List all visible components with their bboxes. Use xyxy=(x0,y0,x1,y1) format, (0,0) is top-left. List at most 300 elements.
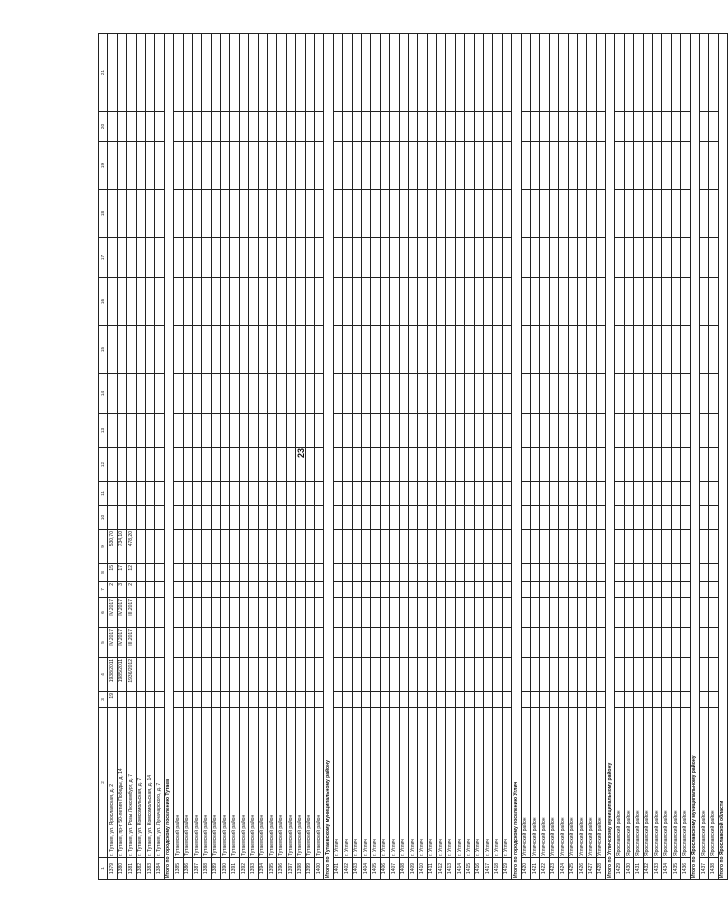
row-number-cell: 1388 xyxy=(202,858,211,880)
value-cell xyxy=(305,506,314,530)
value-cell xyxy=(474,238,483,278)
table-row xyxy=(455,34,464,880)
value-cell xyxy=(624,238,633,278)
value-cell xyxy=(296,582,305,598)
column-number-20: 20 xyxy=(99,112,108,142)
value-cell xyxy=(653,658,662,692)
value-cell xyxy=(202,598,211,628)
value-cell xyxy=(568,448,577,482)
value-cell xyxy=(239,692,248,708)
value-cell xyxy=(230,374,239,414)
row-number-cell: 1408 xyxy=(399,858,408,880)
value-cell xyxy=(643,692,652,708)
value-cell xyxy=(343,190,352,238)
value-cell xyxy=(117,112,126,142)
value-cell xyxy=(399,112,408,142)
value-cell xyxy=(174,278,183,326)
value-cell xyxy=(352,112,361,142)
value-cell xyxy=(521,582,530,598)
value-cell xyxy=(493,482,502,506)
value-cell xyxy=(634,582,643,598)
value-cell xyxy=(296,112,305,142)
value-cell xyxy=(408,506,417,530)
value-cell xyxy=(493,582,502,598)
value-cell xyxy=(108,482,117,506)
value-cell xyxy=(653,238,662,278)
row-number-cell: 1402 xyxy=(343,858,352,880)
value-cell xyxy=(549,482,558,506)
value-cell xyxy=(286,238,295,278)
value-cell xyxy=(568,658,577,692)
column-number-4: 4 xyxy=(99,658,108,692)
value-cell xyxy=(117,278,126,326)
value-cell xyxy=(484,238,493,278)
row-number-cell: 1379 xyxy=(108,858,117,880)
value-cell xyxy=(183,482,192,506)
value-cell xyxy=(700,658,709,692)
value-cell xyxy=(540,326,549,374)
value-cell xyxy=(343,34,352,112)
value-cell xyxy=(192,374,201,414)
value-cell xyxy=(502,278,511,326)
value-cell xyxy=(559,326,568,374)
value-cell xyxy=(399,564,408,582)
value-cell xyxy=(268,598,277,628)
value-cell xyxy=(258,112,267,142)
value-cell xyxy=(202,506,211,530)
address-cell: Ярославский район xyxy=(671,708,680,858)
value-cell xyxy=(540,582,549,598)
value-cell xyxy=(577,190,586,238)
value-cell xyxy=(634,112,643,142)
value-cell xyxy=(296,142,305,190)
value-cell xyxy=(634,142,643,190)
table-row xyxy=(314,34,323,880)
value-cell xyxy=(333,34,342,112)
row-number-cell: 1381 xyxy=(127,858,136,880)
address-cell: г. Углич xyxy=(437,708,446,858)
value-cell xyxy=(333,326,342,374)
value-cell xyxy=(540,414,549,448)
value-cell xyxy=(709,628,718,658)
value-cell xyxy=(239,628,248,658)
value-cell xyxy=(258,142,267,190)
value-cell xyxy=(465,582,474,598)
value-cell xyxy=(286,530,295,564)
value-cell: 17 xyxy=(117,564,126,582)
value-cell xyxy=(709,564,718,582)
value-cell xyxy=(474,278,483,326)
address-cell: Угличский район xyxy=(559,708,568,858)
row-number-cell: 1391 xyxy=(230,858,239,880)
value-cell xyxy=(361,112,370,142)
value-cell xyxy=(559,658,568,692)
value-cell xyxy=(239,564,248,582)
value-cell xyxy=(314,448,323,482)
value-cell xyxy=(286,142,295,190)
value-cell xyxy=(390,506,399,530)
value-cell xyxy=(211,448,220,482)
value-cell xyxy=(549,142,558,190)
value-cell xyxy=(596,582,605,598)
value-cell xyxy=(437,482,446,506)
value-cell xyxy=(380,112,389,142)
value-cell xyxy=(493,692,502,708)
value-cell xyxy=(662,564,671,582)
value-cell xyxy=(174,142,183,190)
value-cell xyxy=(192,530,201,564)
value-cell xyxy=(268,582,277,598)
value-cell xyxy=(286,112,295,142)
row-number-cell: 1400 xyxy=(314,858,323,880)
value-cell xyxy=(136,506,145,530)
value-cell xyxy=(681,582,690,598)
value-cell xyxy=(249,530,258,564)
value-cell xyxy=(502,326,511,374)
value-cell: 2 xyxy=(108,582,117,598)
value-cell xyxy=(155,326,164,374)
value-cell xyxy=(277,278,286,326)
value-cell xyxy=(418,692,427,708)
value-cell xyxy=(549,692,558,708)
value-cell xyxy=(427,582,436,598)
value-cell xyxy=(277,658,286,692)
value-cell xyxy=(314,190,323,238)
value-cell xyxy=(700,142,709,190)
page-number: 23 xyxy=(296,447,307,459)
value-cell xyxy=(700,506,709,530)
row-number-cell: 1436 xyxy=(681,858,690,880)
row-number-cell: 1407 xyxy=(390,858,399,880)
value-cell xyxy=(530,374,539,414)
value-cell xyxy=(559,238,568,278)
value-cell xyxy=(230,278,239,326)
value-cell xyxy=(643,564,652,582)
address-cell: г. Тутаев, ул. Ярославская, д. 2 xyxy=(108,708,117,858)
value-cell xyxy=(540,598,549,628)
value-cell xyxy=(258,692,267,708)
address-cell: г. Тутаев, ул. Луначарского, д. 7 xyxy=(155,708,164,858)
value-cell xyxy=(230,326,239,374)
value-cell xyxy=(145,658,154,692)
value-cell xyxy=(333,530,342,564)
value-cell xyxy=(484,692,493,708)
value-cell xyxy=(474,564,483,582)
row-number-cell: 1433 xyxy=(653,858,662,880)
value-cell xyxy=(549,658,558,692)
value-cell xyxy=(624,278,633,326)
value-cell xyxy=(484,582,493,598)
value-cell xyxy=(221,448,230,482)
value-cell xyxy=(343,530,352,564)
value-cell xyxy=(634,564,643,582)
value-cell xyxy=(136,598,145,628)
value-cell xyxy=(455,530,464,564)
value-cell xyxy=(437,598,446,628)
address-cell: г. Тутаев, ул. Розы Люксембург, д. 7 xyxy=(127,708,136,858)
value-cell xyxy=(615,448,624,482)
value-cell xyxy=(700,564,709,582)
value-cell: 15 xyxy=(108,564,117,582)
value-cell xyxy=(390,692,399,708)
value-cell xyxy=(343,692,352,708)
value-cell xyxy=(709,692,718,708)
value-cell xyxy=(408,564,417,582)
value-cell xyxy=(446,628,455,658)
value-cell xyxy=(408,142,417,190)
value-cell xyxy=(239,658,248,692)
value-cell xyxy=(192,326,201,374)
value-cell xyxy=(502,692,511,708)
value-cell xyxy=(700,278,709,326)
row-number-cell: 1399 xyxy=(305,858,314,880)
value-cell: 734,10 xyxy=(117,530,126,564)
value-cell xyxy=(577,530,586,564)
value-cell xyxy=(549,598,558,628)
value-cell xyxy=(408,414,417,448)
value-cell xyxy=(484,190,493,238)
value-cell xyxy=(380,582,389,598)
table-row xyxy=(192,34,201,880)
value-cell xyxy=(221,564,230,582)
value-cell xyxy=(484,658,493,692)
address-cell: Тутаевский район xyxy=(296,708,305,858)
value-cell xyxy=(352,564,361,582)
value-cell xyxy=(624,564,633,582)
value-cell xyxy=(155,598,164,628)
value-cell xyxy=(361,374,370,414)
value-cell xyxy=(446,374,455,414)
value-cell xyxy=(502,238,511,278)
value-cell xyxy=(521,414,530,448)
value-cell xyxy=(484,448,493,482)
value-cell xyxy=(314,564,323,582)
value-cell xyxy=(390,190,399,238)
table-row xyxy=(296,34,305,880)
value-cell xyxy=(108,190,117,238)
value-cell xyxy=(145,34,154,112)
value-cell xyxy=(624,506,633,530)
value-cell xyxy=(371,414,380,448)
value-cell xyxy=(117,506,126,530)
value-cell xyxy=(343,506,352,530)
value-cell xyxy=(371,628,380,658)
value-cell xyxy=(155,278,164,326)
value-cell xyxy=(390,326,399,374)
value-cell xyxy=(277,482,286,506)
value-cell xyxy=(343,582,352,598)
value-cell xyxy=(455,34,464,112)
address-cell: Ярославский район xyxy=(709,708,718,858)
value-cell xyxy=(296,628,305,658)
value-cell xyxy=(277,692,286,708)
value-cell xyxy=(296,482,305,506)
value-cell xyxy=(211,582,220,598)
value-cell xyxy=(305,564,314,582)
value-cell xyxy=(446,530,455,564)
value-cell xyxy=(192,414,201,448)
value-cell: 3 xyxy=(117,582,126,598)
value-cell xyxy=(700,582,709,598)
value-cell xyxy=(446,448,455,482)
column-number-19: 19 xyxy=(99,142,108,190)
value-cell xyxy=(258,482,267,506)
value-cell xyxy=(559,34,568,112)
value-cell xyxy=(174,582,183,598)
value-cell xyxy=(202,628,211,658)
value-cell xyxy=(136,530,145,564)
value-cell xyxy=(117,142,126,190)
table-row xyxy=(343,34,352,880)
value-cell xyxy=(681,530,690,564)
value-cell xyxy=(709,278,718,326)
value-cell xyxy=(239,238,248,278)
value-cell xyxy=(211,598,220,628)
value-cell xyxy=(427,628,436,658)
value-cell xyxy=(230,190,239,238)
value-cell xyxy=(653,628,662,658)
value-cell xyxy=(380,448,389,482)
value-cell xyxy=(662,278,671,326)
value-cell xyxy=(108,278,117,326)
column-number-17: 17 xyxy=(99,238,108,278)
subtotal-label: Итого по Угличскому муниципальному району xyxy=(606,34,615,880)
value-cell xyxy=(211,530,220,564)
value-cell xyxy=(484,278,493,326)
value-cell xyxy=(587,530,596,564)
value-cell xyxy=(502,658,511,692)
value-cell xyxy=(577,112,586,142)
value-cell xyxy=(427,564,436,582)
table-row xyxy=(390,34,399,880)
value-cell xyxy=(352,448,361,482)
value-cell xyxy=(671,112,680,142)
address-cell: Ярославский район xyxy=(700,708,709,858)
value-cell xyxy=(380,692,389,708)
value-cell xyxy=(465,692,474,708)
value-cell xyxy=(474,326,483,374)
value-cell xyxy=(286,506,295,530)
value-cell xyxy=(286,598,295,628)
value-cell xyxy=(530,530,539,564)
value-cell xyxy=(286,582,295,598)
value-cell xyxy=(671,482,680,506)
value-cell xyxy=(371,448,380,482)
value-cell xyxy=(380,530,389,564)
value-cell xyxy=(493,142,502,190)
value-cell xyxy=(596,658,605,692)
value-cell xyxy=(192,564,201,582)
value-cell xyxy=(258,190,267,238)
value-cell xyxy=(371,278,380,326)
value-cell xyxy=(596,238,605,278)
value-cell xyxy=(390,414,399,448)
value-cell xyxy=(183,238,192,278)
value-cell xyxy=(221,374,230,414)
value-cell xyxy=(446,34,455,112)
value-cell xyxy=(399,414,408,448)
value-cell xyxy=(577,598,586,628)
value-cell xyxy=(230,448,239,482)
value-cell xyxy=(418,326,427,374)
value-cell xyxy=(530,112,539,142)
table-row xyxy=(596,34,605,880)
address-cell: Тутаевский район xyxy=(249,708,258,858)
value-cell xyxy=(624,530,633,564)
value-cell xyxy=(192,506,201,530)
value-cell xyxy=(559,692,568,708)
value-cell xyxy=(700,628,709,658)
value-cell xyxy=(643,112,652,142)
value-cell xyxy=(314,582,323,598)
value-cell xyxy=(653,482,662,506)
value-cell xyxy=(211,564,220,582)
value-cell xyxy=(145,238,154,278)
value-cell xyxy=(145,628,154,658)
value-cell xyxy=(624,582,633,598)
value-cell xyxy=(700,190,709,238)
value-cell xyxy=(145,142,154,190)
value-cell xyxy=(127,34,136,112)
address-cell: г. Углич xyxy=(343,708,352,858)
value-cell xyxy=(530,564,539,582)
row-number-cell: 1405 xyxy=(371,858,380,880)
address-cell: Угличский район xyxy=(577,708,586,858)
table-row xyxy=(380,34,389,880)
value-cell xyxy=(634,482,643,506)
value-cell xyxy=(662,448,671,482)
value-cell xyxy=(380,34,389,112)
value-cell xyxy=(127,112,136,142)
value-cell xyxy=(390,482,399,506)
value-cell xyxy=(239,448,248,482)
value-cell xyxy=(371,482,380,506)
value-cell xyxy=(493,326,502,374)
value-cell xyxy=(577,374,586,414)
value-cell xyxy=(624,34,633,112)
value-cell xyxy=(615,482,624,506)
value-cell xyxy=(465,190,474,238)
value-cell xyxy=(446,142,455,190)
value-cell xyxy=(305,414,314,448)
value-cell xyxy=(239,506,248,530)
value-cell xyxy=(155,34,164,112)
value-cell xyxy=(540,374,549,414)
value-cell xyxy=(174,190,183,238)
value-cell xyxy=(399,628,408,658)
value-cell xyxy=(249,506,258,530)
value-cell xyxy=(418,190,427,238)
row-number-cell: 1434 xyxy=(662,858,671,880)
value-cell xyxy=(662,238,671,278)
value-cell xyxy=(446,506,455,530)
value-cell xyxy=(418,582,427,598)
value-cell xyxy=(671,530,680,564)
address-cell: г. Углич xyxy=(484,708,493,858)
value-cell xyxy=(183,628,192,658)
value-cell xyxy=(484,482,493,506)
value-cell xyxy=(239,278,248,326)
value-cell xyxy=(361,628,370,658)
value-cell xyxy=(202,34,211,112)
value-cell xyxy=(549,190,558,238)
value-cell xyxy=(136,142,145,190)
value-cell xyxy=(314,658,323,692)
value-cell xyxy=(286,448,295,482)
value-cell xyxy=(183,564,192,582)
row-number-cell: 1430 xyxy=(624,858,633,880)
row-number-cell: 1435 xyxy=(671,858,680,880)
